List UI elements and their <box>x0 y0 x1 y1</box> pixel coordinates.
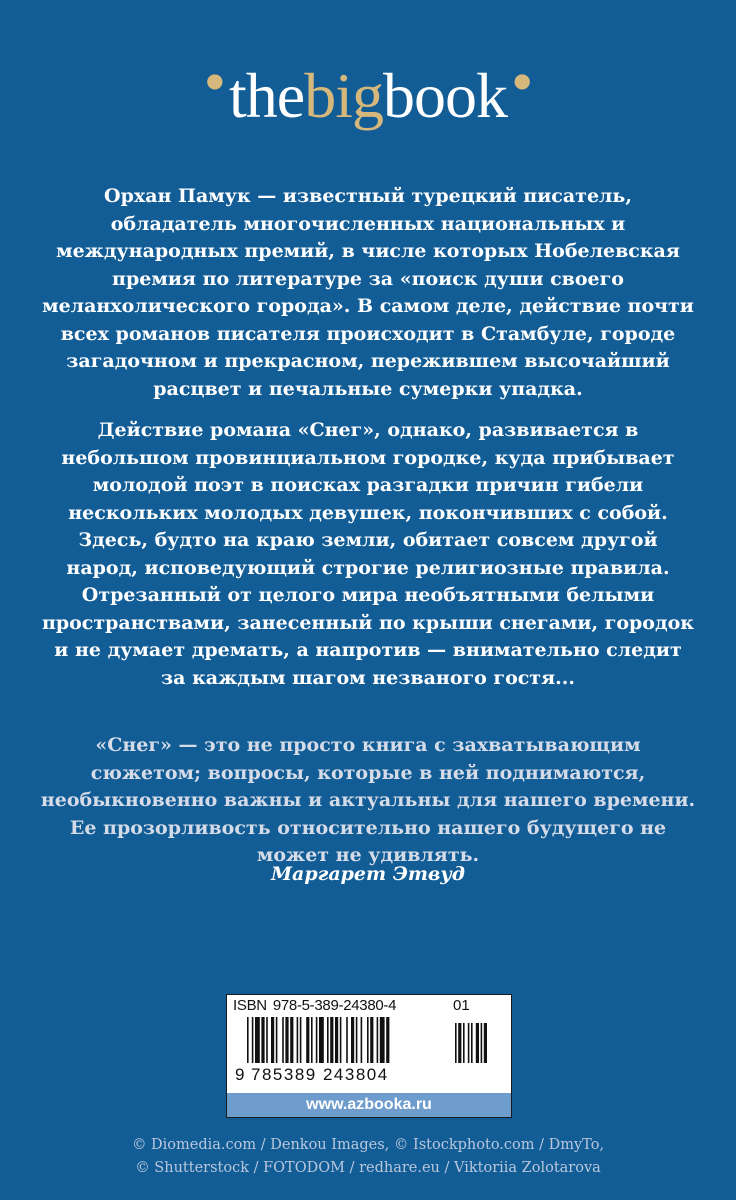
barcode-addon-bar <box>458 1023 461 1063</box>
logo-word-big: big <box>304 60 383 131</box>
logo-word-book: book <box>382 60 507 131</box>
barcode-bar <box>306 1017 309 1063</box>
credits-line-1: © Diomedia.com / Denkou Images, © Istockphoto.com / DmyTo, <box>131 1137 605 1153</box>
barcode-bar <box>290 1017 293 1063</box>
barcode-bar <box>271 1017 274 1063</box>
barcode-bar <box>356 1017 358 1063</box>
logo-word-the: the <box>229 60 305 131</box>
barcode-bar <box>319 1017 324 1063</box>
barcode-addon-bar <box>484 1023 487 1063</box>
barcode-bar <box>285 1017 288 1063</box>
barcode-bar <box>351 1017 354 1063</box>
barcode-first-digit: 9 <box>235 1065 245 1084</box>
barcode-bar <box>297 1017 299 1063</box>
barcode-bar <box>311 1017 313 1063</box>
barcode-bar <box>247 1017 249 1063</box>
barcode-bar <box>380 1017 385 1063</box>
image-credits <box>0 1134 736 1180</box>
barcode-addon-bar <box>468 1023 470 1063</box>
barcode-bar <box>367 1017 369 1063</box>
barcode-addon-bar <box>455 1023 457 1063</box>
barcode-bar <box>300 1017 302 1063</box>
barcode-bar <box>261 1017 264 1063</box>
barcode-panel <box>226 994 512 1118</box>
barcode-bar <box>255 1017 260 1063</box>
barcode-bar <box>252 1017 254 1063</box>
barcode-addon-code: 01 <box>453 997 470 1014</box>
barcode-addon-bar <box>476 1023 479 1063</box>
description-paragraph-1: Орхан Памук — известный турецкий писатель, обладатель многочисленных национальных и международных премий, в числе которых Нобелевская премия по литературе за «поиск души своего меланхолического города». В самом деле, действие почти всех романов писателя происходит в Стамбуле, городе загадочном и прекрасном, пережившем высочайший расцвет и печальные сумерки упадка. <box>42 185 694 400</box>
barcode-bar <box>340 1017 342 1063</box>
publisher-url: www.azbooka.ru <box>227 1093 511 1117</box>
isbn-number: 978-5-389-24380-4 <box>272 997 397 1014</box>
barcode-bar <box>346 1017 348 1063</box>
barcode-bar <box>276 1017 278 1063</box>
review-quote: «Снег» — это не просто книга с захватывающим сюжетом; вопросы, которые в ней поднимаются, необыкновенно важны и актуальны для нашего времени. Ее прозорливость относительно нашего будущего не может не удивлять. <box>40 734 696 866</box>
quote-author: Маргарет Этвуд <box>271 863 465 885</box>
series-logo <box>0 46 736 131</box>
barcode-bar <box>330 1017 333 1063</box>
barcode-addon-bar <box>481 1023 483 1063</box>
barcode-addon-bar <box>463 1023 465 1063</box>
barcode-bar <box>327 1017 329 1063</box>
credits-line-2: © Shutterstock / FOTODOM / redhare.eu / Viktoriia Zolotarova <box>135 1160 601 1176</box>
barcode-bars <box>247 1017 497 1065</box>
isbn-line <box>233 997 396 1014</box>
barcode-bar <box>386 1017 389 1063</box>
barcode-bar <box>266 1017 268 1063</box>
description-paragraph-2: Действие романа «Снег», однако, развивается в небольшом провинциальном городке, куда прибывает молодой поэт в поисках разгадки причин гибели нескольких молодых девушек, покончивших с собой. Здесь, будто на краю земли, обитает совсем другой народ, исповедующий строгие религиозные правила. Отрезанный от целого мира необъятными белыми пространствами, занесенный по крыши снегами, городок и не думает дремать, а напротив — внимательно следит за каждым шагом незваного гостя... <box>41 419 695 689</box>
barcode-bar <box>335 1017 338 1063</box>
barcode-bar <box>370 1017 373 1063</box>
logo-dot-left: • <box>203 46 226 117</box>
isbn-label: ISBN <box>233 997 267 1014</box>
barcode-addon-bar <box>471 1023 473 1063</box>
barcode-bar <box>282 1017 284 1063</box>
barcode-bar <box>316 1017 318 1063</box>
barcode-bar <box>361 1017 363 1063</box>
logo-dot-right: • <box>510 46 533 117</box>
barcode-digits: 785389 243804 <box>251 1065 389 1084</box>
barcode-bar <box>377 1017 379 1063</box>
